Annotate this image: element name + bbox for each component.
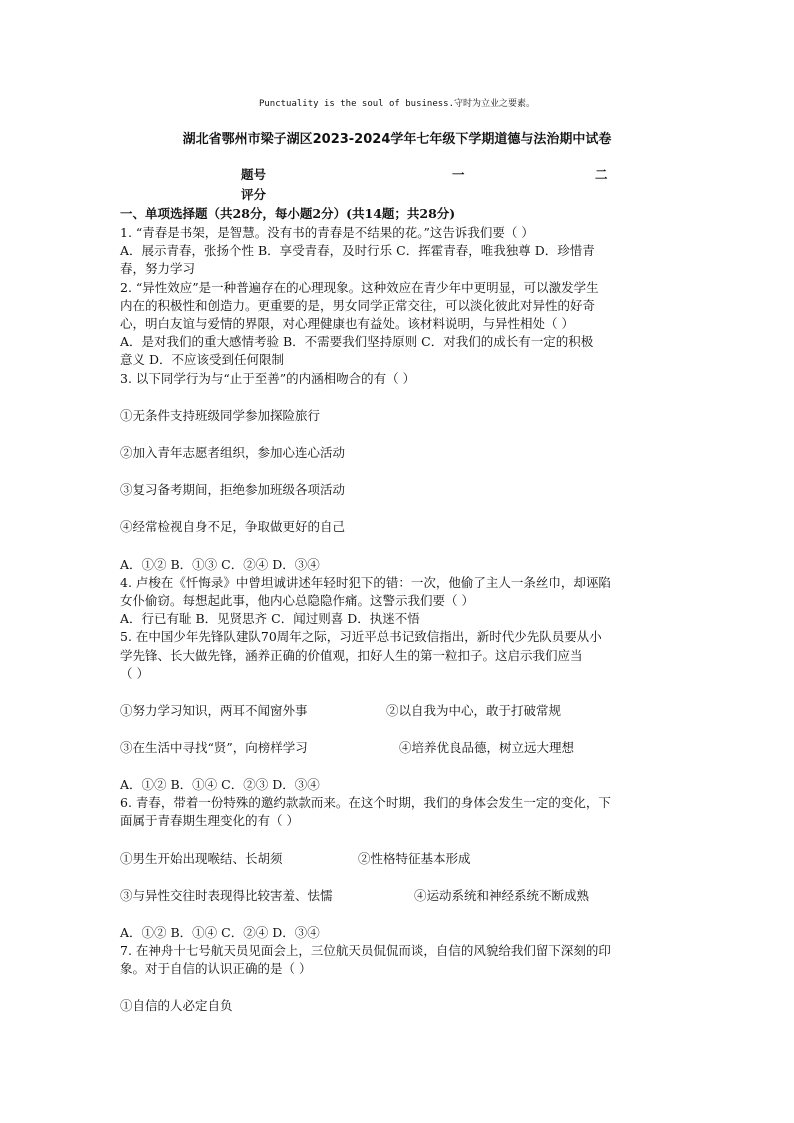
score-table-col-1: 一 xyxy=(452,167,465,182)
question-5-statements-row-2 xyxy=(120,739,680,757)
question-6-statements-row-1 xyxy=(120,850,680,868)
question-5-statement-1: ①努力学习知识，两耳不闻窗外事 xyxy=(120,703,308,719)
question-4-stem-cont: 女仆偷窃。每想起此事，他内心总隐隐作痛。这警示我们要（ ） xyxy=(120,593,474,609)
question-5-statements-row-1 xyxy=(120,702,680,720)
question-5-statement-3: ③在生活中寻找“贤”，向榜样学习 xyxy=(120,740,308,756)
question-5-options: A．①② B．①④ C．②③ D．③④ xyxy=(120,777,320,793)
question-6-stem-cont: 面属于青春期生理变化的有（ ） xyxy=(120,813,299,829)
question-3-statement-4: ④经常检视自身不足，争取做更好的自己 xyxy=(120,519,346,535)
question-6-options: A．①② B．①④ C．②④ D．③④ xyxy=(120,924,320,940)
score-table-label-question-number: 题号 xyxy=(241,167,267,182)
question-2-options-cont: 意义 D．不应该受到任何限制 xyxy=(120,352,284,368)
question-1-options: A．展示青春，张扬个性 B．享受青春，及时行乐 C．挥霍青春，唯我独尊 D．珍惜青 xyxy=(120,243,595,259)
question-6-statement-2: ②性格特征基本形成 xyxy=(358,850,471,866)
question-7-stem: 7. 在神舟十七号航天员见面会上，三位航天员侃侃而谈，自信的风貌给我们留下深刻的印 xyxy=(120,942,611,958)
question-1-options-cont: 春，努力学习 xyxy=(120,261,196,277)
question-6-statements-row-2 xyxy=(120,887,680,905)
question-5-stem: 5. 在中国少年先锋队建队70周年之际，习近平总书记致信指出，新时代少先队员要从小 xyxy=(120,629,602,645)
question-2-stem: 2. “异性效应”是一种普遍存在的心理现象。这种效应在青少年中更明显，可以激发学生 xyxy=(120,279,599,295)
question-6-statement-1: ①男生开始出现喉结、长胡须 xyxy=(120,850,283,866)
question-2-options: A．是对我们的重大感情考验 B．不需要我们坚持原则 C．对我们的成长有一定的积极 xyxy=(120,334,594,350)
question-5-stem-cont: 学先锋、长大做先锋，涵养正确的价值观，扣好人生的第一粒扣子。这启示我们应当 xyxy=(120,647,583,663)
questions-body xyxy=(120,224,680,1015)
question-3-options: A．①② B．①③ C．②④ D．③④ xyxy=(120,556,320,572)
question-6-statement-3: ③与异性交往时表现得比较害羞、怯懦 xyxy=(120,887,333,903)
question-3-statement-1: ①无条件支持班级同学参加探险旅行 xyxy=(120,407,321,423)
score-table-col-2: 二 xyxy=(595,167,608,182)
question-5-stem-cont: （ ） xyxy=(120,665,149,681)
score-table-label-score: 评分 xyxy=(241,187,267,202)
question-4-stem: 4. 卢梭在《忏悔录》中曾坦诚讲述年轻时犯下的错：一次，他偷了主人一条丝巾，却诬陷 xyxy=(120,574,611,590)
question-7-stem-cont: 象。对于自信的认识正确的是（ ） xyxy=(120,961,312,977)
question-4-options: A．行已有耻 B．见贤思齐 C．闻过则喜 D．执迷不悟 xyxy=(120,611,420,627)
question-5-statement-4: ④培养优良品德，树立远大理想 xyxy=(399,740,575,756)
question-6-statement-4: ④运动系统和神经系统不断成熟 xyxy=(414,887,590,903)
question-3-statement-3: ③复习备考期间，拒绝参加班级各项活动 xyxy=(120,482,346,498)
question-7-statement-1: ①自信的人必定自负 xyxy=(120,998,233,1014)
question-3-stem: 3. 以下同学行为与“止于至善”的内涵相吻合的有（ ） xyxy=(120,370,416,386)
question-2-stem-cont: 内在的积极性和创造力。更重要的是，男女同学正常交往，可以淡化彼此对异性的好奇 xyxy=(120,297,596,313)
question-5-statement-2: ②以自我为中心，敢于打破常规 xyxy=(386,703,562,719)
question-1-stem: 1. “青春是书架，是智慧。没有书的青春是不结果的花。”这告诉我们要（ ） xyxy=(120,225,534,240)
question-2-stem-cont: 心，明白友谊与爱情的界限，对心理健康也有益处。该材料说明，与异性相处（ ） xyxy=(120,316,574,332)
page-title: 湖北省鄂州市梁子湖区2023-2024学年七年级下学期道德与法治期中试卷 xyxy=(182,132,612,147)
question-3-statement-2: ②加入青年志愿者组织，参加心连心活动 xyxy=(120,445,346,461)
section-heading: 一、单项选择题（共28分，每小题2分）(共14题；共28分) xyxy=(120,206,456,221)
question-6-stem: 6. 青春，带着一份特殊的邀约款款而来。在这个时期，我们的身体会发生一定的变化，下 xyxy=(120,795,611,811)
page-header-motto: Punctuality is the soul of business.守时为立业之要素。 xyxy=(258,99,536,109)
